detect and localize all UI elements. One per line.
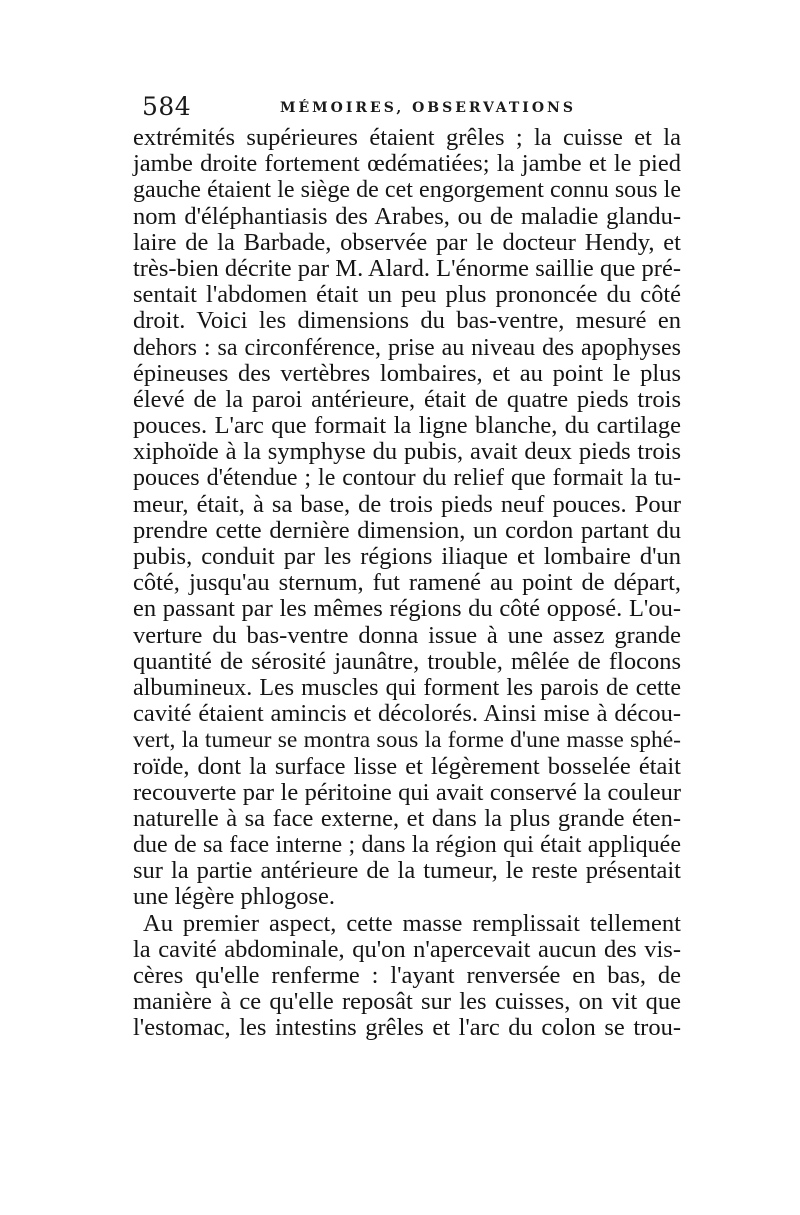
text-line: gauche étaient le siège de cet engorgement connu sous le xyxy=(133,177,681,204)
text-line: élevé de la paroi antérieure, était de quatre pieds trois xyxy=(133,385,681,413)
text-line: vert, la tumeur se montra sous la forme d'une masse sphé- xyxy=(133,727,681,754)
text-line: pouces d'étendue ; le contour du relief que formait la tu- xyxy=(133,465,681,492)
text-line: recouverte par le péritoine qui avait conservé la couleur xyxy=(133,778,681,806)
text-line: laire de la Barbade, observée par le docteur Hendy, et xyxy=(133,228,681,256)
text-line: côté, jusqu'au sternum, fut ramené au point de départ, xyxy=(133,569,681,597)
text-line: xiphoïde à la symphyse du pubis, avait deux pieds trois xyxy=(133,438,681,466)
text-line: quantité de sérosité jaunâtre, trouble, mêlée de flocons xyxy=(133,647,681,675)
text-line: l'estomac, les intestins grêles et l'arc du colon se trou- xyxy=(133,1014,681,1042)
text-line: en passant par les mêmes régions du côté opposé. L'ou- xyxy=(133,595,681,623)
text-line: verture du bas-ventre donna issue à une assez grande xyxy=(133,621,681,649)
text-line: roïde, dont la surface lisse et légèrement bosselée était xyxy=(133,752,681,780)
text-line: pouces. L'arc que formait la ligne blanche, du cartilage xyxy=(133,412,681,440)
body-text xyxy=(133,125,681,1042)
text-line: naturelle à sa face externe, et dans la plus grande éten- xyxy=(133,804,681,832)
text-line: manière à ce qu'elle reposât sur les cuisses, on vit que xyxy=(133,988,681,1016)
text-line: meur, était, à sa base, de trois pieds neuf pouces. Pour xyxy=(133,490,681,518)
text-line: jambe droite fortement œdématiées; la jambe et le pied xyxy=(133,150,681,178)
text-line: la cavité abdominale, qu'on n'apercevait aucun des vis- xyxy=(133,935,681,963)
text-line: nom d'éléphantiasis des Arabes, ou de maladie glandu- xyxy=(133,202,681,230)
page-number: 584 xyxy=(142,92,192,121)
text-line: épineuses des vertèbres lombaires, et au point le plus xyxy=(133,359,681,387)
text-line: sentait l'abdomen était un peu plus prononcée du côté xyxy=(133,281,681,309)
page-header xyxy=(120,94,680,124)
text-line: due de sa face interne ; dans la région qui était appliquée xyxy=(133,832,681,859)
text-line: pubis, conduit par les régions iliaque et lombaire d'un xyxy=(133,543,681,570)
text-line: albumineux. Les muscles qui forment les parois de cette xyxy=(133,674,681,701)
text-line: cères qu'elle renferme : l'ayant renversée en bas, de xyxy=(133,962,681,989)
text-line: droit. Voici les dimensions du bas-ventre, mesuré en xyxy=(133,307,681,335)
text-line: très-bien décrite par M. Alard. L'énorme saillie que pré- xyxy=(133,254,681,282)
text-line: sur la partie antérieure de la tumeur, le reste présentait xyxy=(133,857,681,885)
paragraph-end-line: une légère phlogose. xyxy=(133,883,336,911)
text-line: cavité étaient amincis et décolorés. Ainsi mise à décou- xyxy=(133,700,681,728)
paragraph-start-line: Au premier aspect, cette masse remplissait tellement xyxy=(143,909,681,937)
running-title: MÉMOIRES, OBSERVATIONS xyxy=(280,100,576,116)
text-line: prendre cette dernière dimension, un cordon partant du xyxy=(133,516,681,544)
text-line: extrémités supérieures étaient grêles ; la cuisse et la xyxy=(133,124,681,151)
text-line: dehors : sa circonférence, prise au niveau des apophyses xyxy=(133,334,681,361)
